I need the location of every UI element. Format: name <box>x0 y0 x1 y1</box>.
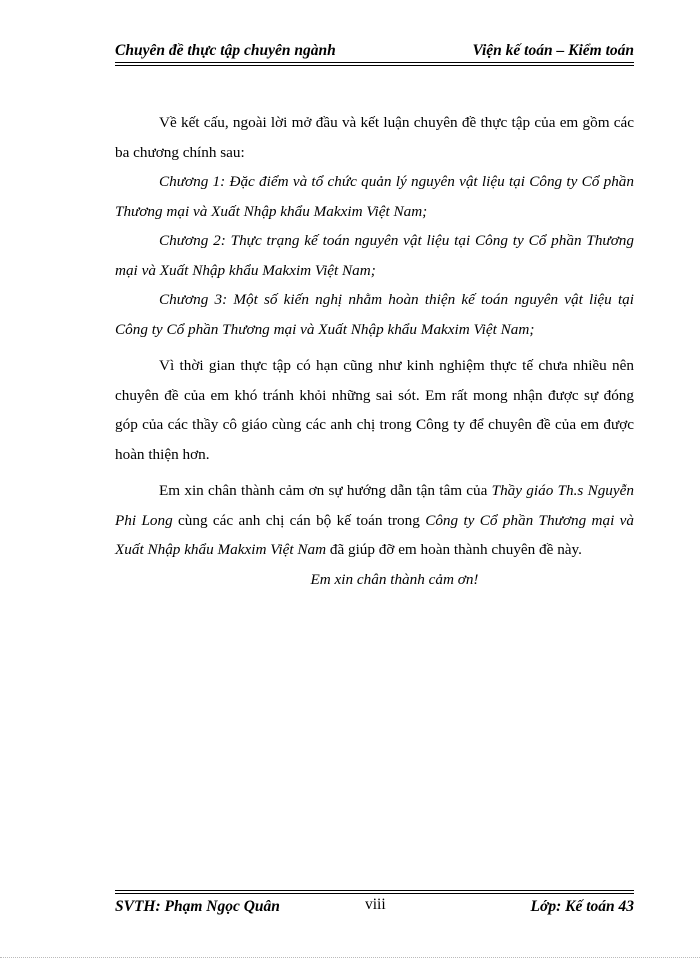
header-title: Chuyên đề thực tập chuyên ngành <box>115 42 336 59</box>
document-body <box>115 108 634 594</box>
chapter-1-item: Chương 1: Đặc điểm và tổ chức quản lý nguyên vật liệu tại Công ty Cổ phần Thương mại và Xuất Nhập khẩu Makxim Việt Nam; <box>115 173 634 220</box>
limitations-paragraph: Vì thời gian thực tập có hạn cũng như kinh nghiệm thực tế chưa nhiều nên chuyên đề của em khó tránh khỏi những sai sót. Em rất mong nhận được sự đóng góp của các thầy cô giáo cùng các anh chị trong Công ty để chuyên đề của em được hoàn thiện hơn. <box>115 357 634 463</box>
page-number: viii <box>365 896 386 913</box>
ack-text-3: đã giúp đỡ em hoàn thành chuyên đề này. <box>326 541 582 558</box>
footer-student: SVTH: Phạm Ngọc Quân <box>115 898 280 915</box>
page-header <box>115 38 634 66</box>
company-name: Công ty Cổ phần Thương mại và Xuất Nhập khẩu Makxim Việt Nam <box>115 511 634 558</box>
page-bottom-divider <box>0 957 700 958</box>
footer-class: Lớp: Kế toán 43 <box>530 898 634 915</box>
supervisor-name: Thầy giáo Th.s Nguyễn Phi Long <box>115 482 634 529</box>
chapter-2-item: Chương 2: Thực trạng kế toán nguyên vật liệu tại Công ty Cổ phần Thương mại và Xuất Nhập khẩu Makxim Việt Nam; <box>115 232 634 279</box>
page-footer <box>115 890 634 918</box>
ack-text-1: Em xin chân thành cảm ơn sự hướng dẫn tận tâm của <box>159 482 492 499</box>
intro-paragraph: Về kết cấu, ngoài lời mở đầu và kết luận chuyên đề thực tập của em gồm các ba chương chính sau: <box>115 114 634 161</box>
acknowledgement-paragraph <box>115 476 634 565</box>
closing-thanks: Em xin chân thành cảm ơn! <box>310 570 479 588</box>
ack-text-2: cùng các anh chị cán bộ kế toán trong <box>172 511 426 529</box>
chapter-3-item: Chương 3: Một số kiến nghị nhằm hoàn thiện kế toán nguyên vật liệu tại Công ty Cổ phần Thương mại và Xuất Nhập khẩu Makxim Việt Nam; <box>115 291 634 338</box>
header-institute: Viện kế toán – Kiểm toán <box>472 42 634 59</box>
